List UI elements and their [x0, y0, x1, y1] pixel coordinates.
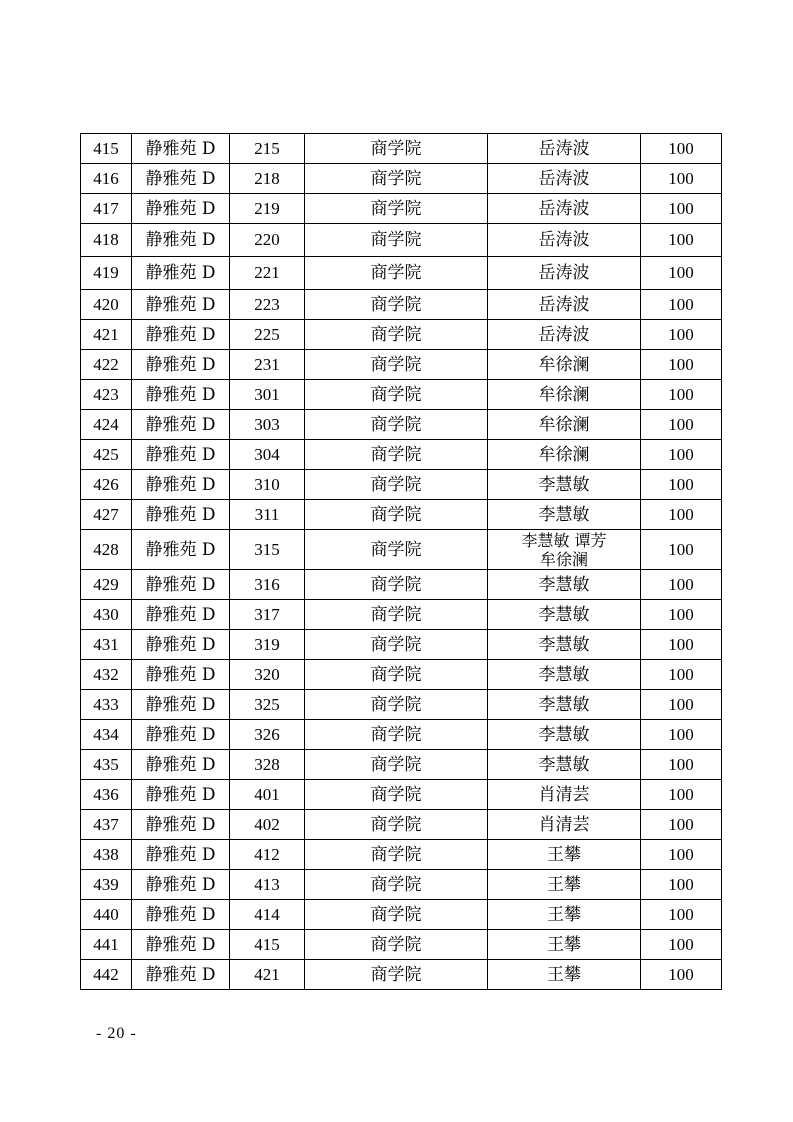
building-cell: 静雅苑 D	[132, 690, 230, 720]
college-cell: 商学院	[305, 570, 488, 600]
score-cell: 100	[641, 470, 722, 500]
room-cell: 301	[230, 380, 305, 410]
college-cell: 商学院	[305, 750, 488, 780]
room-cell: 415	[230, 930, 305, 960]
room-cell: 413	[230, 870, 305, 900]
row-number-cell: 431	[81, 630, 132, 660]
score-cell: 100	[641, 810, 722, 840]
row-number-cell: 426	[81, 470, 132, 500]
score-cell: 100	[641, 840, 722, 870]
table-row	[81, 600, 722, 630]
table-row	[81, 500, 722, 530]
building-cell: 静雅苑 D	[132, 600, 230, 630]
building-cell: 静雅苑 D	[132, 630, 230, 660]
room-cell: 401	[230, 780, 305, 810]
row-number-cell: 432	[81, 660, 132, 690]
building-cell: 静雅苑 D	[132, 660, 230, 690]
building-cell: 静雅苑 D	[132, 380, 230, 410]
college-cell: 商学院	[305, 690, 488, 720]
building-cell: 静雅苑 D	[132, 290, 230, 320]
room-cell: 320	[230, 660, 305, 690]
building-cell: 静雅苑 D	[132, 780, 230, 810]
people-cell: 李慧敏	[488, 720, 641, 750]
table-row	[81, 194, 722, 224]
college-cell: 商学院	[305, 134, 488, 164]
people-cell: 岳涛波	[488, 194, 641, 224]
row-number-cell: 433	[81, 690, 132, 720]
row-number-cell: 437	[81, 810, 132, 840]
people-cell	[488, 530, 641, 570]
table-row	[81, 470, 722, 500]
table-row	[81, 410, 722, 440]
people-cell: 李慧敏	[488, 690, 641, 720]
college-cell: 商学院	[305, 630, 488, 660]
score-cell: 100	[641, 380, 722, 410]
building-cell: 静雅苑 D	[132, 470, 230, 500]
table-row	[81, 440, 722, 470]
table-row	[81, 350, 722, 380]
row-number-cell: 415	[81, 134, 132, 164]
score-cell: 100	[641, 257, 722, 290]
table-row	[81, 930, 722, 960]
people-cell: 李慧敏	[488, 660, 641, 690]
people-line: 李慧敏 谭芳	[521, 530, 607, 550]
row-number-cell: 439	[81, 870, 132, 900]
people-cell: 王攀	[488, 930, 641, 960]
room-cell: 421	[230, 960, 305, 990]
row-number-cell: 425	[81, 440, 132, 470]
college-cell: 商学院	[305, 194, 488, 224]
college-cell: 商学院	[305, 600, 488, 630]
building-cell: 静雅苑 D	[132, 164, 230, 194]
college-cell: 商学院	[305, 720, 488, 750]
row-number-cell: 416	[81, 164, 132, 194]
row-number-cell: 442	[81, 960, 132, 990]
college-cell: 商学院	[305, 350, 488, 380]
row-number-cell: 418	[81, 224, 132, 257]
score-cell: 100	[641, 930, 722, 960]
college-cell: 商学院	[305, 440, 488, 470]
building-cell: 静雅苑 D	[132, 840, 230, 870]
row-number-cell: 419	[81, 257, 132, 290]
table-row	[81, 320, 722, 350]
people-cell: 肖清芸	[488, 810, 641, 840]
row-number-cell: 434	[81, 720, 132, 750]
table-row	[81, 870, 722, 900]
room-cell: 310	[230, 470, 305, 500]
room-cell: 215	[230, 134, 305, 164]
page-number: - 20 -	[96, 1025, 137, 1042]
college-cell: 商学院	[305, 500, 488, 530]
table-row	[81, 660, 722, 690]
room-cell: 317	[230, 600, 305, 630]
people-cell: 牟徐澜	[488, 410, 641, 440]
table-row	[81, 134, 722, 164]
row-number-cell: 435	[81, 750, 132, 780]
building-cell: 静雅苑 D	[132, 440, 230, 470]
college-cell: 商学院	[305, 530, 488, 570]
score-cell: 100	[641, 500, 722, 530]
room-cell: 414	[230, 900, 305, 930]
building-cell: 静雅苑 D	[132, 134, 230, 164]
college-cell: 商学院	[305, 164, 488, 194]
row-number-cell: 422	[81, 350, 132, 380]
college-cell: 商学院	[305, 257, 488, 290]
room-cell: 412	[230, 840, 305, 870]
room-cell: 218	[230, 164, 305, 194]
people-cell: 李慧敏	[488, 600, 641, 630]
table-row	[81, 380, 722, 410]
score-cell: 100	[641, 350, 722, 380]
college-cell: 商学院	[305, 900, 488, 930]
row-number-cell: 424	[81, 410, 132, 440]
people-cell: 李慧敏	[488, 500, 641, 530]
college-cell: 商学院	[305, 290, 488, 320]
college-cell: 商学院	[305, 470, 488, 500]
score-cell: 100	[641, 750, 722, 780]
row-number-cell: 429	[81, 570, 132, 600]
building-cell: 静雅苑 D	[132, 320, 230, 350]
room-cell: 328	[230, 750, 305, 780]
score-cell: 100	[641, 690, 722, 720]
table-row	[81, 224, 722, 257]
college-cell: 商学院	[305, 870, 488, 900]
score-cell: 100	[641, 630, 722, 660]
table-body	[81, 134, 722, 990]
row-number-cell: 417	[81, 194, 132, 224]
score-cell: 100	[641, 960, 722, 990]
room-cell: 219	[230, 194, 305, 224]
people-cell: 岳涛波	[488, 290, 641, 320]
people-cell: 牟徐澜	[488, 380, 641, 410]
table-row	[81, 720, 722, 750]
people-cell: 岳涛波	[488, 320, 641, 350]
table-row	[81, 290, 722, 320]
room-cell: 319	[230, 630, 305, 660]
score-cell: 100	[641, 660, 722, 690]
score-cell: 100	[641, 570, 722, 600]
college-cell: 商学院	[305, 410, 488, 440]
building-cell: 静雅苑 D	[132, 960, 230, 990]
building-cell: 静雅苑 D	[132, 257, 230, 290]
room-cell: 221	[230, 257, 305, 290]
room-cell: 304	[230, 440, 305, 470]
row-number-cell: 436	[81, 780, 132, 810]
people-cell: 王攀	[488, 900, 641, 930]
row-number-cell: 427	[81, 500, 132, 530]
college-cell: 商学院	[305, 380, 488, 410]
college-cell: 商学院	[305, 660, 488, 690]
college-cell: 商学院	[305, 320, 488, 350]
building-cell: 静雅苑 D	[132, 410, 230, 440]
people-cell: 李慧敏	[488, 750, 641, 780]
college-cell: 商学院	[305, 224, 488, 257]
building-cell: 静雅苑 D	[132, 900, 230, 930]
people-line: 牟徐澜	[539, 549, 588, 569]
room-cell: 316	[230, 570, 305, 600]
data-table	[80, 133, 722, 990]
table-row	[81, 960, 722, 990]
people-cell: 王攀	[488, 840, 641, 870]
college-cell: 商学院	[305, 780, 488, 810]
college-cell: 商学院	[305, 930, 488, 960]
people-cell: 牟徐澜	[488, 440, 641, 470]
table-row	[81, 900, 722, 930]
people-cell: 岳涛波	[488, 164, 641, 194]
score-cell: 100	[641, 134, 722, 164]
room-cell: 303	[230, 410, 305, 440]
score-cell: 100	[641, 600, 722, 630]
row-number-cell: 428	[81, 530, 132, 570]
people-cell: 肖清芸	[488, 780, 641, 810]
people-cell: 王攀	[488, 960, 641, 990]
building-cell: 静雅苑 D	[132, 810, 230, 840]
row-number-cell: 420	[81, 290, 132, 320]
people-cell: 岳涛波	[488, 257, 641, 290]
college-cell: 商学院	[305, 960, 488, 990]
table-row	[81, 530, 722, 570]
people-cell: 牟徐澜	[488, 350, 641, 380]
score-cell: 100	[641, 440, 722, 470]
score-cell: 100	[641, 530, 722, 570]
room-cell: 402	[230, 810, 305, 840]
score-cell: 100	[641, 224, 722, 257]
row-number-cell: 438	[81, 840, 132, 870]
score-cell: 100	[641, 870, 722, 900]
row-number-cell: 421	[81, 320, 132, 350]
room-cell: 231	[230, 350, 305, 380]
score-cell: 100	[641, 410, 722, 440]
building-cell: 静雅苑 D	[132, 350, 230, 380]
table-row	[81, 810, 722, 840]
building-cell: 静雅苑 D	[132, 194, 230, 224]
row-number-cell: 440	[81, 900, 132, 930]
room-cell: 315	[230, 530, 305, 570]
score-cell: 100	[641, 194, 722, 224]
table-row	[81, 750, 722, 780]
row-number-cell: 441	[81, 930, 132, 960]
score-cell: 100	[641, 900, 722, 930]
people-cell: 岳涛波	[488, 224, 641, 257]
score-cell: 100	[641, 164, 722, 194]
people-cell: 王攀	[488, 870, 641, 900]
score-cell: 100	[641, 720, 722, 750]
table-row	[81, 164, 722, 194]
people-cell: 李慧敏	[488, 570, 641, 600]
room-cell: 325	[230, 690, 305, 720]
building-cell: 静雅苑 D	[132, 720, 230, 750]
score-cell: 100	[641, 320, 722, 350]
table-row	[81, 570, 722, 600]
building-cell: 静雅苑 D	[132, 870, 230, 900]
room-cell: 225	[230, 320, 305, 350]
college-cell: 商学院	[305, 840, 488, 870]
building-cell: 静雅苑 D	[132, 500, 230, 530]
room-cell: 326	[230, 720, 305, 750]
room-cell: 223	[230, 290, 305, 320]
table-row	[81, 780, 722, 810]
building-cell: 静雅苑 D	[132, 570, 230, 600]
building-cell: 静雅苑 D	[132, 224, 230, 257]
building-cell: 静雅苑 D	[132, 930, 230, 960]
people-cell: 李慧敏	[488, 630, 641, 660]
building-cell: 静雅苑 D	[132, 530, 230, 570]
room-cell: 311	[230, 500, 305, 530]
room-cell: 220	[230, 224, 305, 257]
people-cell: 李慧敏	[488, 470, 641, 500]
score-cell: 100	[641, 290, 722, 320]
table-row	[81, 840, 722, 870]
college-cell: 商学院	[305, 810, 488, 840]
table-row	[81, 257, 722, 290]
table-row	[81, 630, 722, 660]
score-cell: 100	[641, 780, 722, 810]
row-number-cell: 423	[81, 380, 132, 410]
building-cell: 静雅苑 D	[132, 750, 230, 780]
people-cell: 岳涛波	[488, 134, 641, 164]
table-row	[81, 690, 722, 720]
row-number-cell: 430	[81, 600, 132, 630]
